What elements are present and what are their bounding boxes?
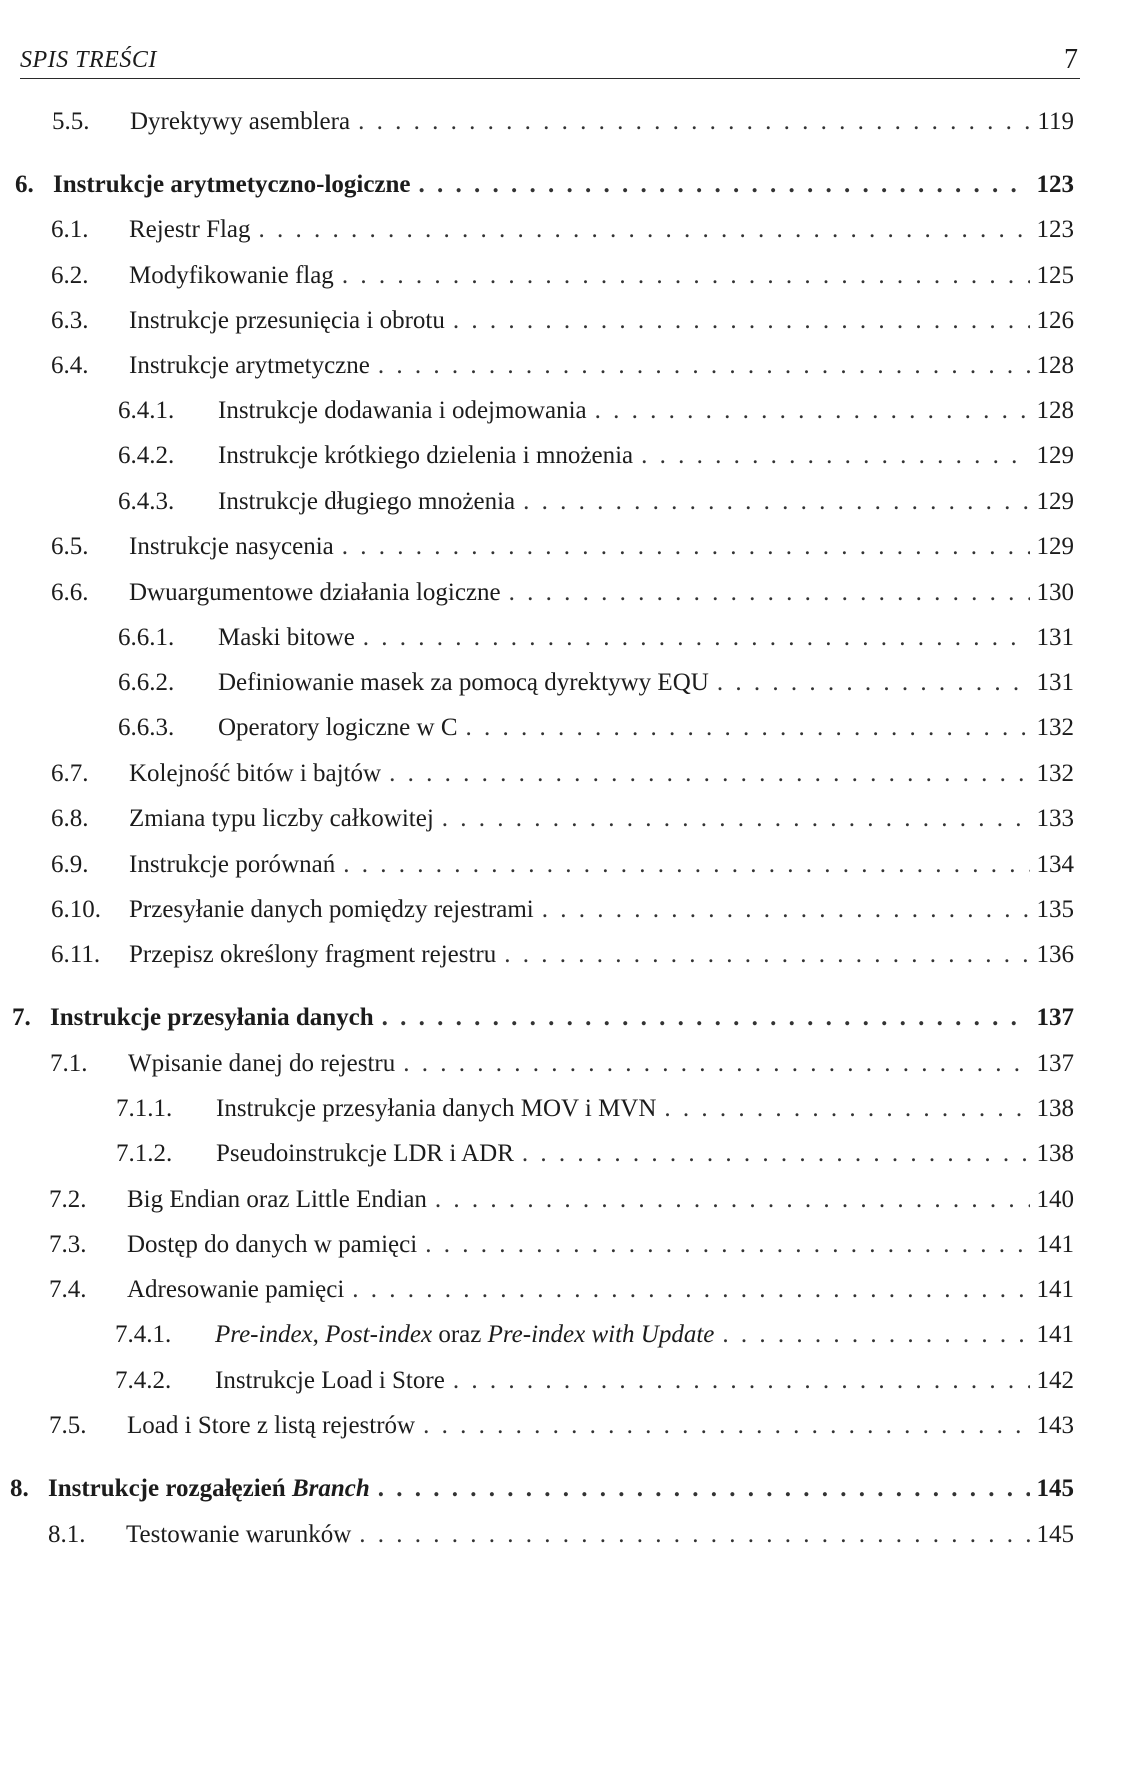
dot-leader — [641, 442, 1030, 470]
toc-title: Instrukcje arytmetyczne — [129, 352, 370, 379]
toc-title: Dostęp do danych w pamięci — [127, 1231, 418, 1258]
toc-page: 131 — [1036, 669, 1074, 696]
toc-entry — [48, 1521, 1074, 1557]
page-header — [20, 38, 1080, 79]
dot-leader — [425, 1231, 1030, 1259]
dot-leader — [542, 896, 1030, 924]
toc-title: Instrukcje przesyłania danych MOV i MVN — [216, 1095, 657, 1122]
toc-subentry — [118, 397, 1074, 433]
toc-subentry — [116, 1140, 1074, 1176]
toc-page: 137 — [1036, 1050, 1074, 1077]
dot-leader — [352, 1276, 1030, 1304]
toc-number: 7.4. — [49, 1276, 87, 1303]
toc-number: 6.6. — [51, 579, 89, 606]
dot-leader — [442, 805, 1030, 833]
toc-page: 134 — [1036, 851, 1074, 878]
toc-title: Pre-index, Post-index oraz Pre-index with Update — [215, 1321, 715, 1348]
toc-entry — [49, 1231, 1074, 1267]
toc-number: 6.6.3. — [118, 714, 175, 741]
toc-page: 137 — [1036, 1004, 1074, 1031]
toc-page: 133 — [1036, 805, 1074, 832]
toc-page: 140 — [1036, 1186, 1074, 1213]
toc-subentry — [118, 488, 1074, 524]
toc-title: Big Endian oraz Little Endian — [127, 1186, 427, 1213]
toc-entry — [49, 1412, 1074, 1448]
toc-number: 8. — [10, 1475, 29, 1502]
toc-title: Instrukcje Load i Store — [215, 1367, 445, 1394]
toc-title: Dyrektywy asemblera — [130, 108, 351, 135]
toc-page: 138 — [1036, 1095, 1074, 1122]
dot-leader — [358, 108, 1030, 136]
toc-title: Przesyłanie danych pomiędzy rejestrami — [129, 896, 534, 923]
toc-title: Kolejność bitów i bajtów — [129, 760, 382, 787]
toc-number: 6.3. — [51, 307, 89, 334]
toc-page: 136 — [1036, 941, 1074, 968]
toc-subentry — [116, 1095, 1074, 1131]
toc-page: 145 — [1036, 1475, 1074, 1502]
toc-subentry — [118, 669, 1074, 705]
toc-title: Instrukcje długiego mnożenia — [218, 488, 516, 515]
toc-title: Dwuargumentowe działania logiczne — [129, 579, 501, 606]
toc-entry — [51, 307, 1074, 343]
dot-leader — [717, 669, 1030, 697]
dot-leader — [595, 397, 1030, 425]
toc-number: 7.3. — [49, 1231, 87, 1258]
toc-entry — [51, 805, 1074, 841]
toc-chapter — [12, 1004, 1074, 1040]
toc-subentry — [115, 1321, 1074, 1357]
toc-entry — [51, 579, 1074, 615]
toc-page: 141 — [1036, 1276, 1074, 1303]
toc-title: Modyfikowanie flag — [129, 262, 334, 289]
toc-title: Rejestr Flag — [129, 216, 251, 243]
toc-entry — [51, 760, 1074, 796]
toc-page: 131 — [1036, 624, 1074, 651]
toc-entry — [51, 851, 1074, 887]
dot-leader — [389, 760, 1030, 788]
toc-number: 6.2. — [51, 262, 89, 289]
toc-number: 6.5. — [51, 533, 89, 560]
toc-page: 129 — [1036, 488, 1074, 515]
page-number: 7 — [1064, 44, 1078, 75]
dot-leader — [378, 1475, 1030, 1503]
toc-number: 7.2. — [49, 1186, 87, 1213]
toc-title: Adresowanie pamięci — [127, 1276, 345, 1303]
toc-number: 6.8. — [51, 805, 89, 832]
toc-title: Pseudoinstrukcje LDR i ADR — [216, 1140, 514, 1167]
dot-leader — [722, 1321, 1030, 1349]
dot-leader — [419, 171, 1030, 199]
toc-page: 128 — [1036, 352, 1074, 379]
dot-leader — [522, 1140, 1030, 1168]
toc-page: 119 — [1037, 108, 1074, 135]
toc-title: Instrukcje przesunięcia i obrotu — [129, 307, 445, 334]
dot-leader — [435, 1186, 1030, 1214]
dot-leader — [466, 714, 1030, 742]
running-head: SPIS TREŚCI — [20, 47, 157, 73]
toc-number: 6.1. — [51, 216, 89, 243]
toc-entry — [51, 352, 1074, 388]
dot-leader — [509, 579, 1030, 607]
toc-title: Instrukcje nasycenia — [129, 533, 334, 560]
toc-title: Wpisanie danej do rejestru — [128, 1050, 396, 1077]
toc-page: 143 — [1036, 1412, 1074, 1439]
toc-subentry — [115, 1367, 1074, 1403]
dot-leader — [378, 352, 1030, 380]
dot-leader — [342, 262, 1030, 290]
dot-leader — [363, 624, 1030, 652]
toc-number: 6.6.2. — [118, 669, 175, 696]
toc-number: 7.1.1. — [116, 1095, 173, 1122]
toc-entry — [51, 533, 1074, 569]
dot-leader — [504, 941, 1030, 969]
toc-title: Instrukcje arytmetyczno-logiczne — [53, 171, 411, 198]
toc-entry — [49, 1276, 1074, 1312]
toc-title: Instrukcje przesyłania danych — [50, 1004, 374, 1031]
toc-entry — [51, 262, 1074, 298]
toc-number: 7.5. — [49, 1412, 87, 1439]
toc-number: 6.4.3. — [118, 488, 175, 515]
dot-leader — [523, 488, 1030, 516]
toc-number: 7.1.2. — [116, 1140, 173, 1167]
toc-page: 142 — [1036, 1367, 1074, 1394]
toc-title: Zmiana typu liczby całkowitej — [129, 805, 434, 832]
toc-title: Testowanie warunków — [126, 1521, 352, 1548]
toc-page: 128 — [1036, 397, 1074, 424]
toc-page: 126 — [1036, 307, 1074, 334]
toc-entry — [49, 1186, 1074, 1222]
dot-leader — [403, 1050, 1030, 1078]
dot-leader — [664, 1095, 1030, 1123]
toc-page: 135 — [1036, 896, 1074, 923]
toc-title: Operatory logiczne w C — [218, 714, 458, 741]
dot-leader — [342, 533, 1030, 561]
toc-number: 6.11. — [51, 941, 101, 968]
toc-page: 141 — [1036, 1321, 1074, 1348]
toc-page: 129 — [1036, 442, 1074, 469]
toc-number: 6. — [15, 171, 34, 198]
toc-number: 7.4.2. — [115, 1367, 172, 1394]
dot-leader — [453, 307, 1030, 335]
toc-chapter — [10, 1475, 1074, 1511]
dot-leader — [382, 1004, 1030, 1032]
toc-entry — [51, 896, 1074, 932]
toc-number: 7.1. — [50, 1050, 88, 1077]
toc-number: 7.4.1. — [115, 1321, 172, 1348]
dot-leader — [343, 851, 1030, 879]
toc-page: 125 — [1036, 262, 1074, 289]
toc-title: Load i Store z listą rejestrów — [127, 1412, 416, 1439]
toc-number: 6.4. — [51, 352, 89, 379]
toc-title: Instrukcje rozgałęzień Branch — [48, 1475, 370, 1502]
toc-page: 123 — [1036, 171, 1074, 198]
toc-entry — [51, 941, 1074, 977]
toc-page: 138 — [1036, 1140, 1074, 1167]
toc-page: 123 — [1036, 216, 1074, 243]
toc-entry — [52, 108, 1074, 144]
dot-leader — [359, 1521, 1030, 1549]
toc-page: 132 — [1036, 714, 1074, 741]
toc-title: Instrukcje dodawania i odejmowania — [218, 397, 587, 424]
toc-entry — [51, 216, 1074, 252]
toc-number: 7. — [12, 1004, 31, 1031]
toc-title: Maski bitowe — [218, 624, 355, 651]
toc-page: 130 — [1036, 579, 1074, 606]
toc-title: Instrukcje krótkiego dzielenia i mnożenia — [218, 442, 634, 469]
toc-number: 6.7. — [51, 760, 89, 787]
toc-number: 6.6.1. — [118, 624, 175, 651]
dot-leader — [453, 1367, 1030, 1395]
toc-number: 6.4.1. — [118, 397, 175, 424]
toc-number: 5.5. — [52, 108, 90, 135]
toc-chapter — [15, 171, 1074, 207]
toc-title: Instrukcje porównań — [129, 851, 336, 878]
toc-page: 145 — [1036, 1521, 1074, 1548]
toc-number: 6.9. — [51, 851, 89, 878]
toc-subentry — [118, 442, 1074, 478]
toc-page: 129 — [1036, 533, 1074, 560]
toc-page: 132 — [1036, 760, 1074, 787]
toc-number: 8.1. — [48, 1521, 86, 1548]
toc-entry — [50, 1050, 1074, 1086]
toc-page: 141 — [1036, 1231, 1074, 1258]
toc-title: Definiowanie masek za pomocą dyrektywy EQU — [218, 669, 709, 696]
toc-number: 6.4.2. — [118, 442, 175, 469]
toc-number: 6.10. — [51, 896, 101, 923]
toc-subentry — [118, 624, 1074, 660]
dot-leader — [259, 216, 1030, 244]
dot-leader — [423, 1412, 1030, 1440]
toc-title: Przepisz określony fragment rejestru — [129, 941, 497, 968]
toc-subentry — [118, 714, 1074, 750]
